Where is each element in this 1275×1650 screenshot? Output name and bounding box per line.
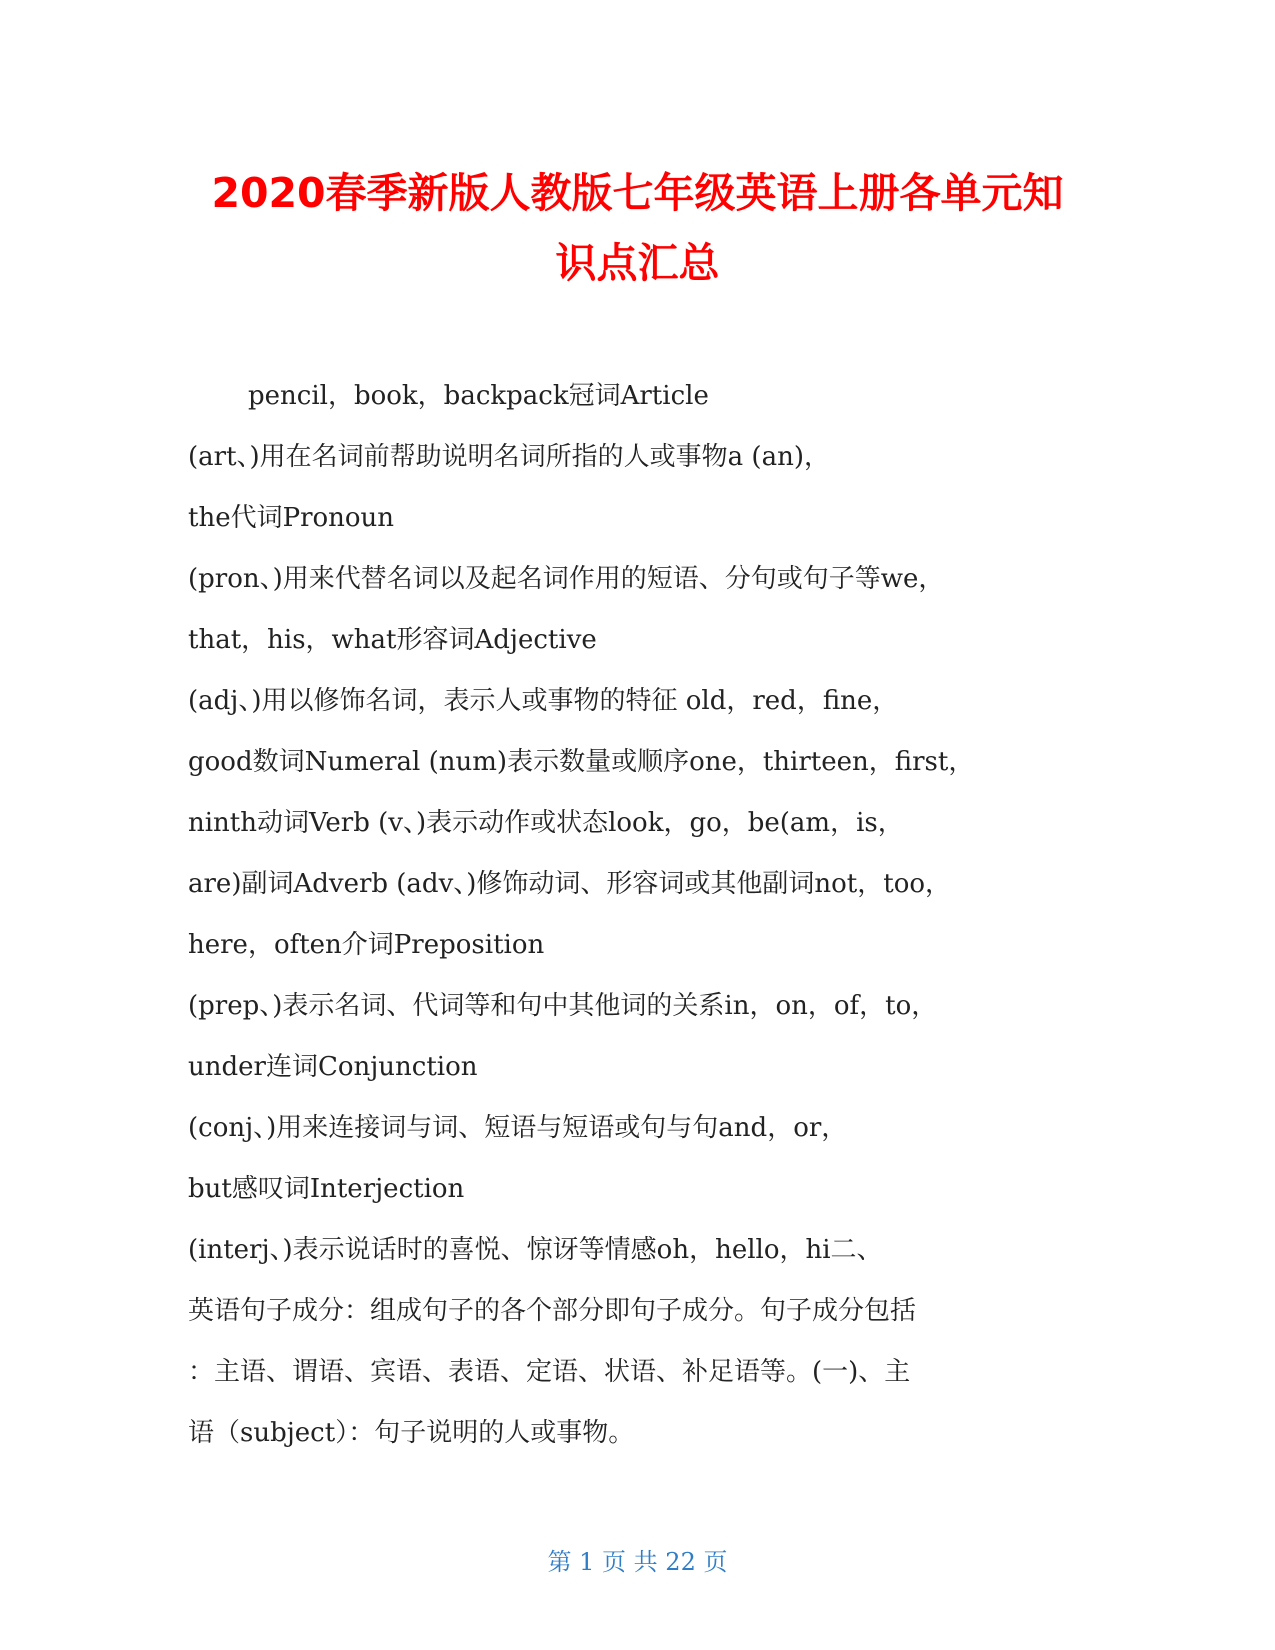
body-line: (art、)用在名词前帮助说明名词所指的人或事物a (an)， bbox=[188, 442, 830, 472]
body-line: 英语句子成分：组成句子的各个部分即句子成分。句子成分包括 bbox=[188, 1296, 917, 1326]
body-line: but感叹词Interjection bbox=[188, 1174, 465, 1204]
body-line: good数词Numeral (num)表示数量或顺序one，thirteen，first， bbox=[188, 747, 975, 777]
body-line: (interj、)表示说话时的喜悦、惊讶等情感oh，hello，hi二、 bbox=[188, 1235, 883, 1265]
body-line: (prep、)表示名词、代词等和句中其他词的关系in，on，of，to， bbox=[188, 991, 938, 1021]
body-line: here，often介词Preposition bbox=[188, 930, 545, 960]
body-line: ：主语、谓语、宾语、表语、定语、状语、补足语等。(一)、主 bbox=[188, 1357, 911, 1387]
body-line: (conj、)用来连接词与词、短语与短语或句与句and，or， bbox=[188, 1113, 848, 1143]
body-line: ninth动词Verb (v、)表示动作或状态look，go，be(am，is， bbox=[188, 808, 904, 838]
body-line: (pron、)用来代替名词以及起名词作用的短语、分句或句子等we， bbox=[188, 564, 945, 594]
page-number-footer: 第 1 页 共 22 页 bbox=[547, 1548, 728, 1576]
body-line: that，his，what形容词Adjective bbox=[188, 625, 597, 655]
body-line: under连词Conjunction bbox=[188, 1052, 478, 1082]
body-line: are)副词Adverb (adv、)修饰动词、形容词或其他副词not，too， bbox=[188, 869, 952, 899]
document-body bbox=[188, 366, 1088, 1464]
body-line: the代词Pronoun bbox=[188, 503, 395, 533]
body-line: 语（subject）：句子说明的人或事物。 bbox=[188, 1418, 635, 1448]
document-title-line-1: 2020春季新版人教版七年级英语上册各单元知 bbox=[211, 169, 1064, 217]
body-line: (adj、)用以修饰名词，表示人或事物的特征 old，red，fine， bbox=[188, 686, 899, 716]
body-line: pencil，book，backpack冠词Article bbox=[248, 381, 709, 411]
document-title-line-2: 识点汇总 bbox=[555, 239, 720, 287]
